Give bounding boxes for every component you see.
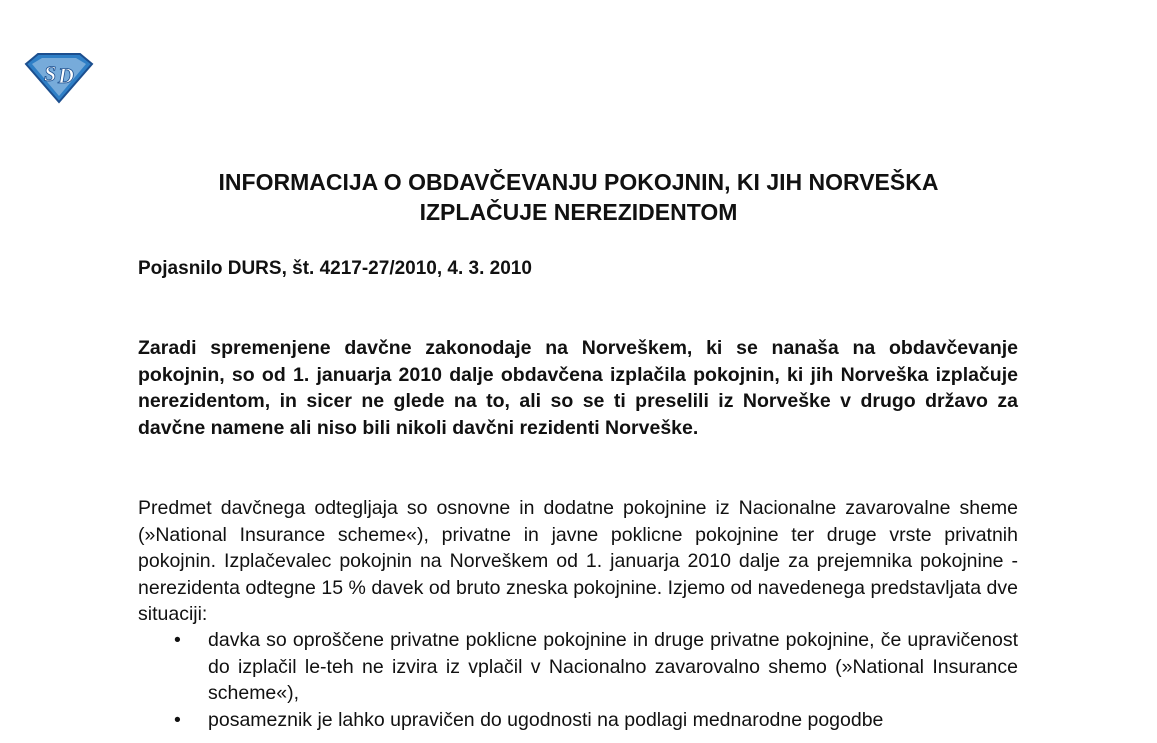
- bullet-icon: •: [174, 708, 181, 731]
- sd-logo-icon: [22, 50, 96, 106]
- svg-text:S: S: [44, 61, 57, 86]
- list-item-text: posameznik je lahko upravičen do ugodnosti na podlagi mednarodne pogodbe: [208, 708, 884, 731]
- title-line-2: IZPLAČUJE NEREZIDENTOM: [419, 199, 738, 225]
- list-item: [138, 707, 1018, 734]
- svg-text:D: D: [58, 63, 74, 88]
- document-title: [0, 167, 1157, 227]
- bullet-icon: •: [174, 629, 181, 651]
- list-item-text: davka so oproščene privatne poklicne pokojnine in druge privatne pokojnine, če upravičenost do izplačil le-teh ne izvira iz vplačil v Nacionalno zavarovalno shemo (»National Insurance scheme«),: [208, 629, 1018, 704]
- body-paragraph: Predmet davčnega odtegljaja so osnovne in dodatne pokojnine iz Nacionalne zavarovalne sheme (»National Insurance scheme«), privatne in javne poklicne pokojnine ter druge vrste privatnih pokojnin. Izplačevalec pokojnin na Norveškem od 1. januarja 2010 dalje za prejemnika pokojnine - nerezidenta odtegne 15 % davek od bruto zneska pokojnine. Izjemo od navedenega predstavljata dve situaciji:: [138, 497, 1018, 625]
- list-item: [138, 627, 1018, 707]
- document-reference: Pojasnilo DURS, št. 4217-27/2010, 4. 3. 2010: [138, 258, 532, 279]
- intro-paragraph: Zaradi spremenjene davčne zakonodaje na Norveškem, ki se nanaša na obdavčevanje pokojnin, so od 1. januarja 2010 dalje obdavčena izplačila pokojnin, ki jih Norveška izplačuje nerezidentom, in sicer ne glede na to, ali so se ti preselili iz Norveške v drugo državo za davčne namene ali niso bili nikoli davčni rezidenti Norveške.: [138, 337, 1018, 439]
- title-line-1: INFORMACIJA O OBDAVČEVANJU POKOJNIN, KI JIH NORVEŠKA: [218, 169, 939, 195]
- exceptions-list: [138, 627, 1018, 733]
